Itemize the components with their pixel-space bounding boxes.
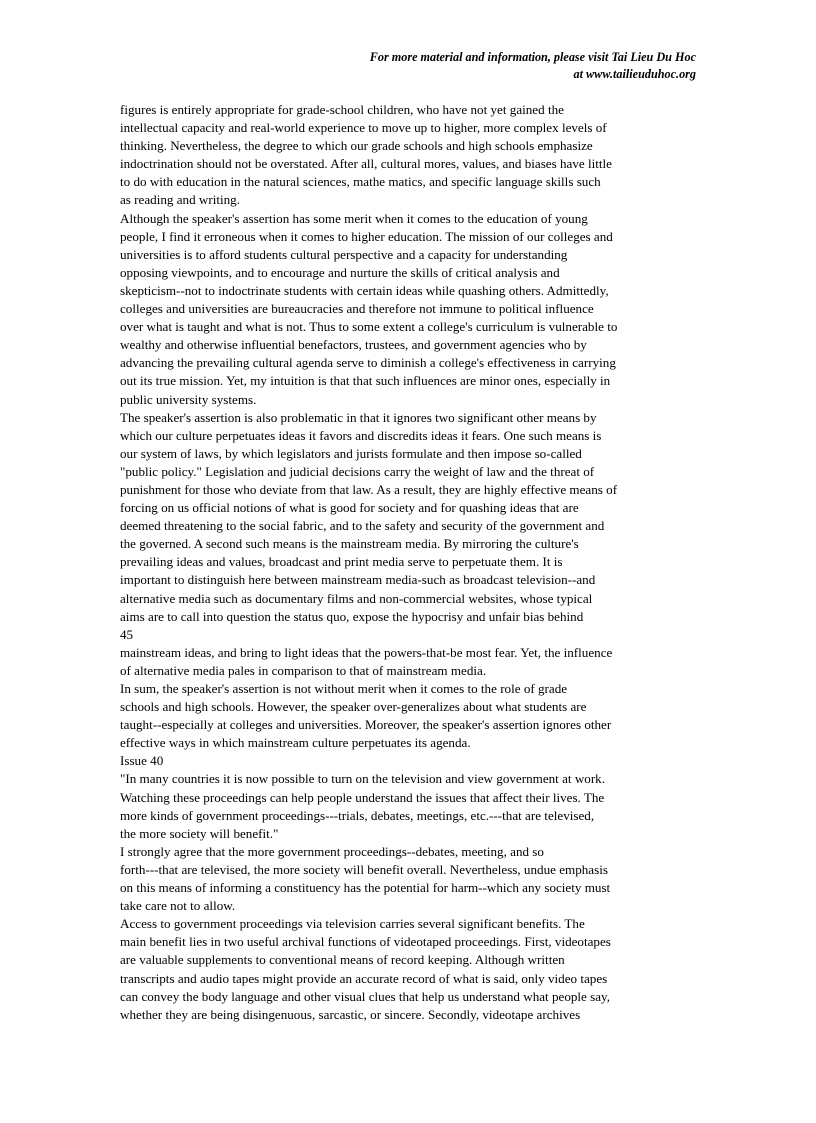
text-line: thinking. Nevertheless, the degree to which our grade schools and high schools emphasize bbox=[120, 138, 593, 154]
text-line: as reading and writing. bbox=[120, 192, 240, 208]
text-line: more kinds of government proceedings---trials, debates, meetings, etc.---that are televised, bbox=[120, 807, 595, 823]
text-line: which our culture perpetuates ideas it favors and discredits ideas it fears. One such means is bbox=[120, 427, 602, 443]
document-body bbox=[120, 101, 720, 1024]
text-line: figures is entirely appropriate for grade-school children, who have not yet gained the bbox=[120, 102, 564, 117]
text-line: universities is to afford students cultural perspective and a capacity for understanding bbox=[120, 246, 568, 262]
text-line: taught--especially at colleges and universities. Moreover, the speaker's assertion ignores other bbox=[120, 717, 612, 733]
text-line: mainstream ideas, and bring to light ideas that the powers-that-be most fear. Yet, the influence bbox=[120, 644, 613, 660]
text-line: Although the speaker's assertion has some merit when it comes to the education of young bbox=[120, 210, 588, 226]
text-line: opposing viewpoints, and to encourage and nurture the skills of critical analysis and bbox=[120, 264, 560, 280]
text-line: "In many countries it is now possible to turn on the television and view government at work. bbox=[120, 771, 605, 787]
text-line: people, I find it erroneous when it comes to higher education. The mission of our colleges and bbox=[120, 228, 613, 244]
text-line: of alternative media pales in comparison to that of mainstream media. bbox=[120, 662, 487, 678]
text-line: can convey the body language and other visual clues that help us understand what people say, bbox=[120, 988, 611, 1004]
text-line: important to distinguish here between mainstream media-such as broadcast television--and bbox=[120, 572, 596, 588]
text-line: deemed threatening to the social fabric, and to the safety and security of the government and bbox=[120, 518, 605, 534]
text-line: whether they are being disingenuous, sarcastic, or sincere. Secondly, videotape archives bbox=[120, 1006, 581, 1022]
text-line: out its true mission. Yet, my intuition is that that such influences are minor ones, especially in bbox=[120, 373, 611, 389]
text-line: public university systems. bbox=[120, 391, 257, 407]
text-line: Issue 40 bbox=[120, 753, 164, 769]
text-line: effective ways in which mainstream culture perpetuates its agenda. bbox=[120, 735, 471, 751]
text-line: I strongly agree that the more government proceedings--debates, meeting, and so bbox=[120, 843, 544, 859]
text-line: 45 bbox=[120, 626, 134, 642]
text-line: wealthy and otherwise influential benefactors, trustees, and government agencies who by bbox=[120, 337, 587, 353]
text-line: the more society will benefit." bbox=[120, 825, 279, 841]
text-line: forcing on us official notions of what is good for society and for quashing ideas that are bbox=[120, 500, 579, 516]
text-line: take care not to allow. bbox=[120, 898, 236, 914]
text-line: Access to government proceedings via television carries several significant benefits. The bbox=[120, 916, 585, 932]
page-header bbox=[370, 49, 696, 83]
text-line: indoctrination should not be overstated. After all, cultural mores, values, and biases have little bbox=[120, 156, 612, 172]
text-line: "public policy." Legislation and judicial decisions carry the weight of law and the threat of bbox=[120, 463, 595, 479]
text-line: the governed. A second such means is the mainstream media. By mirroring the culture's bbox=[120, 536, 579, 552]
text-line: In sum, the speaker's assertion is not without merit when it comes to the role of grade bbox=[120, 681, 568, 696]
text-line: skepticism--not to indoctrinate students with certain ideas while quashing others. Admittedly, bbox=[120, 282, 609, 298]
text-line: to do with education in the natural sciences, mathe matics, and specific language skills such bbox=[120, 174, 601, 190]
text-line: forth---that are televised, the more society will benefit overall. Nevertheless, undue emphasis bbox=[120, 861, 608, 877]
text-line: over what is taught and what is not. Thus to some extent a college's curriculum is vulnerable to bbox=[120, 319, 618, 335]
header-line-2: at www.tailieuduhoc.org bbox=[573, 67, 696, 81]
text-line: on this means of informing a constituency has the potential for harm--which any society must bbox=[120, 880, 611, 896]
text-line: colleges and universities are bureaucracies and therefore not immune to political influence bbox=[120, 301, 594, 317]
header-line-1: For more material and information, please visit Tai Lieu Du Hoc bbox=[369, 50, 696, 64]
text-line: Watching these proceedings can help people understand the issues that affect their lives. The bbox=[120, 789, 605, 805]
text-line: advancing the prevailing cultural agenda serve to diminish a college's effectiveness in carrying bbox=[120, 355, 616, 371]
text-line: schools and high schools. However, the speaker over-generalizes about what students are bbox=[120, 699, 587, 715]
text-line: prevailing ideas and values, broadcast and print media serve to perpetuate them. It is bbox=[120, 554, 563, 570]
text-line: alternative media such as documentary films and non-commercial websites, whose typical bbox=[120, 590, 593, 606]
text-line: intellectual capacity and real-world experience to move up to higher, more complex levels of bbox=[120, 120, 607, 136]
text-line: aims are to call into question the status quo, expose the hypocrisy and unfair bias behind bbox=[120, 608, 584, 624]
text-line: transcripts and audio tapes might provide an accurate record of what is said, only video tapes bbox=[120, 970, 608, 986]
text-line: are valuable supplements to conventional means of record keeping. Although written bbox=[120, 952, 565, 968]
text-line: main benefit lies in two useful archival functions of videotaped proceedings. First, videotapes bbox=[120, 934, 611, 950]
text-line: The speaker's assertion is also problematic in that it ignores two significant other means by bbox=[120, 409, 597, 425]
text-line: our system of laws, by which legislators and jurists formulate and then impose so-called bbox=[120, 445, 582, 461]
text-line: punishment for those who deviate from that law. As a result, they are highly effective means of bbox=[120, 481, 618, 497]
